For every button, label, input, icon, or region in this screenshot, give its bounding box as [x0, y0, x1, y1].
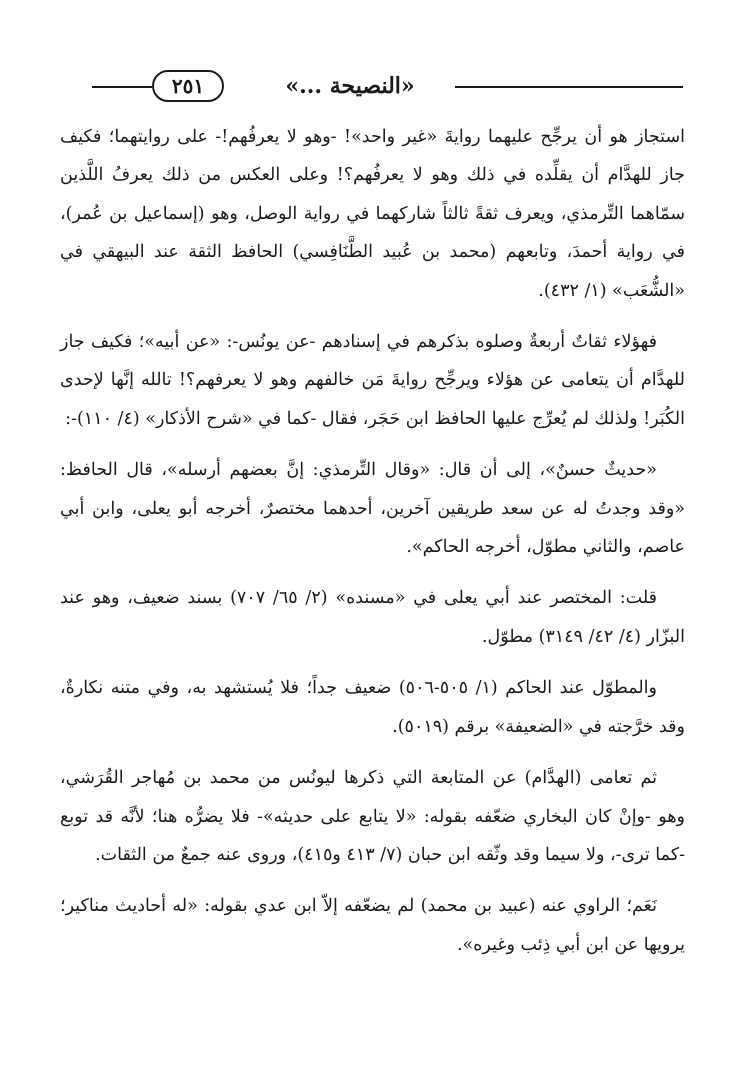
header-rule-right	[455, 86, 683, 88]
paragraph-4: قلت: المختصر عند أبي يعلى في «مسنده» (٢/ ٦٥/ ٧٠٧) بسند ضعيف، وهو عند البزّار (٤/ ٤٢/ ٣١٤٩) مطوّل.	[60, 588, 685, 647]
paragraph-1: استجاز هو أن يرجِّح عليهما روايةَ «غير واحد»! -وهو لا يعرفُهم!- على روايتهما؛ فكيف جاز للهدَّام أن يقلِّده في ذلك وهو لا يعرفُهم؟! وعلى العكس من ذلك يعرفُ اللَّذين سمّاهما التِّرمذي، ويعرف ثقةً ثالثاً شاركهما في رواية الوصل، وهو (إسماعيل بن عُمر)، في رواية أحمدَ، وتابعهم (محمد بن عُبيد الطَّنَافِسي) الحافظ الثقة عند البيهقي في «الشُّعَب» (١/ ٤٣٢).	[60, 127, 685, 301]
paragraph-5: والمطوّل عند الحاكم (١/ ٥٠٥-٥٠٦) ضعيف جداً؛ فلا يُستشهد به، وفي متنه نكارةٌ، وقد خرَّجته في «الضعيفة» برقم (٥٠١٩).	[60, 678, 685, 737]
paragraph-3: «حديثٌ حسنٌ»، إلى أن قال: «وقال التِّرمذي: إنَّ بعضهم أرسله»، قال الحافظ: «وقد وجدتُ له عن سعد طريقين آخرين، أحدهما مختصرٌ، أخرجه أبو يعلى، وابن أبي عاصم، والثاني مطوّل، أخرجه الحاكم».	[60, 460, 685, 558]
paragraph-2: فهؤلاء ثقاتٌ أربعةٌ وصلوه بذكرهم في إسنادهم -عن يونُس-: «عن أبيه»؛ فكيف جاز للهدَّام أن يتعامى عن هؤلاء ويرجِّح روايةَ مَن خالفهم وهو لا يعرفهم؟! تالله إنَّها لإحدى الكُبَر! ولذلك لم يُعرِّج عليها الحافظ ابن حَجَر، فقال -كما في «شرح الأذكار» (٤/ ١١٠)-:	[60, 332, 685, 429]
paragraph-7: نَعَم؛ الراوي عنه (عبيد بن محمد) لم يضعّفه إلاّ ابن عدي بقوله: «له أحاديث مناكير؛ يرويها عن ابن أبي ذِئب وغيره».	[60, 896, 685, 955]
running-title: «النصيحة ...»	[285, 73, 415, 99]
header-rule-left	[92, 86, 152, 88]
page-number: ٢٥١	[152, 70, 224, 102]
paragraph-6: ثم تعامى (الهدَّام) عن المتابعة التي ذكرها ليونُس من محمد بن مُهاجر القُرَشي، وهو -وإنْ كان البخاري ضعّفه بقوله: «لا يتابع على حديثه»- فلا يضرُّه هنا؛ لأنَّه قد توبع -كما ترى-، ولا سيما وقد وثّقه ابن حبان (٧/ ٤١٣ و٤١٥)، وروى عنه جمعٌ من الثقات.	[60, 768, 685, 865]
body-text	[60, 118, 685, 964]
page-header	[60, 66, 685, 108]
